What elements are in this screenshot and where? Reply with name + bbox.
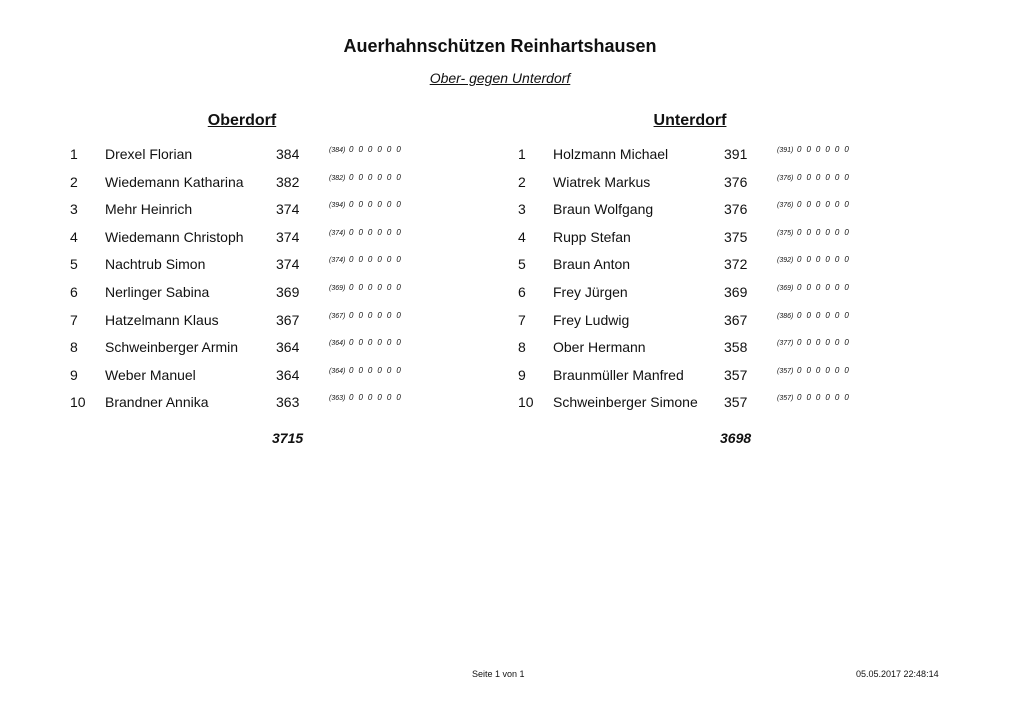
detail-zeros: 0 0 0 0 0 0	[796, 310, 851, 320]
table-row	[510, 308, 950, 336]
table-row	[510, 363, 950, 391]
detail-paren: (357)	[777, 395, 794, 403]
rank: 8	[518, 339, 526, 356]
detail-paren: (364)	[329, 340, 346, 348]
rank: 10	[70, 394, 86, 411]
detail-zeros: 0 0 0 0 0 0	[348, 200, 403, 210]
score: 357	[724, 394, 748, 411]
shooter-name: Ober Hermann	[553, 339, 646, 356]
rank: 3	[518, 201, 526, 218]
detail-zeros: 0 0 0 0 0 0	[796, 338, 851, 348]
score-detail	[329, 311, 402, 320]
rank: 2	[70, 173, 78, 190]
score-detail	[777, 173, 850, 182]
score-detail	[777, 145, 850, 154]
detail-zeros: 0 0 0 0 0 0	[796, 145, 851, 154]
rank: 9	[518, 366, 526, 383]
score: 384	[276, 146, 300, 162]
score: 374	[276, 256, 300, 273]
score: 375	[724, 228, 748, 245]
score-detail	[329, 255, 402, 264]
score-detail	[777, 228, 850, 237]
rank: 5	[70, 256, 78, 273]
table-row	[62, 363, 502, 391]
shooter-name: Drexel Florian	[105, 146, 193, 162]
score-detail	[329, 200, 402, 209]
table-row	[62, 142, 502, 170]
detail-zeros: 0 0 0 0 0 0	[796, 200, 851, 210]
shooter-name: Wiatrek Markus	[553, 173, 651, 190]
score: 376	[724, 201, 748, 218]
table-row	[62, 308, 502, 336]
team-name: Oberdorf	[207, 112, 277, 129]
shooter-name: Wiedemann Katharina	[105, 173, 244, 190]
score: 374	[276, 228, 300, 245]
rank: 7	[518, 311, 526, 328]
shooter-name: Nerlinger Sabina	[105, 283, 210, 300]
score-detail	[329, 173, 402, 182]
shooter-name: Brandner Annika	[105, 394, 209, 411]
table-row	[510, 170, 950, 198]
shooter-name: Braun Wolfgang	[553, 201, 654, 218]
score: 376	[724, 173, 748, 190]
rank: 5	[518, 256, 526, 273]
detail-paren: (391)	[777, 147, 794, 154]
detail-paren: (357)	[777, 367, 794, 375]
page-title: Auerhahnschützen Reinhartshausen	[343, 36, 657, 56]
detail-paren: (376)	[777, 202, 794, 210]
detail-zeros: 0 0 0 0 0 0	[348, 282, 403, 292]
detail-zeros: 0 0 0 0 0 0	[796, 255, 851, 265]
score: 372	[724, 256, 748, 273]
shooter-name: Rupp Stefan	[553, 228, 631, 245]
detail-paren: (369)	[777, 284, 794, 292]
score: 369	[276, 283, 300, 300]
shooter-name: Schweinberger Simone	[553, 394, 698, 411]
shooter-name: Nachtrub Simon	[105, 256, 206, 273]
detail-zeros: 0 0 0 0 0 0	[348, 227, 403, 237]
team-rows	[62, 142, 502, 418]
table-row	[510, 252, 950, 280]
table-row	[62, 225, 502, 253]
score: 364	[276, 339, 300, 356]
score-detail	[777, 255, 850, 264]
detail-zeros: 0 0 0 0 0 0	[348, 145, 403, 154]
rank: 4	[518, 228, 526, 245]
score: 374	[276, 201, 300, 218]
rank: 8	[70, 339, 78, 356]
shooter-name: Frey Jürgen	[553, 283, 628, 300]
table-row	[62, 280, 502, 308]
detail-zeros: 0 0 0 0 0 0	[348, 365, 403, 375]
detail-zeros: 0 0 0 0 0 0	[348, 393, 403, 403]
score: 357	[724, 366, 748, 383]
detail-paren: (376)	[777, 174, 794, 182]
score: 367	[724, 311, 748, 328]
table-row	[62, 335, 502, 363]
score: 382	[276, 173, 300, 190]
shooter-name: Mehr Heinrich	[105, 201, 193, 218]
shooter-name: Weber Manuel	[105, 366, 196, 383]
team-rows	[510, 142, 950, 418]
detail-zeros: 0 0 0 0 0 0	[796, 365, 851, 375]
score-detail	[329, 228, 402, 237]
detail-paren: (382)	[329, 174, 346, 182]
table-row	[510, 280, 950, 308]
score: 364	[276, 366, 300, 383]
rank: 2	[518, 173, 526, 190]
score-detail	[777, 338, 850, 347]
score-detail	[329, 283, 402, 292]
detail-zeros: 0 0 0 0 0 0	[796, 282, 851, 292]
detail-zeros: 0 0 0 0 0 0	[348, 172, 403, 182]
score-detail	[777, 200, 850, 209]
table-row	[510, 390, 950, 418]
score: 367	[276, 311, 300, 328]
score-detail	[777, 393, 850, 402]
team-total: 3698	[720, 430, 752, 446]
detail-paren: (364)	[329, 367, 346, 375]
detail-paren: (375)	[777, 229, 794, 237]
rank: 3	[70, 201, 78, 218]
table-row	[510, 335, 950, 363]
team-name: Unterdorf	[653, 112, 727, 129]
rank: 6	[518, 283, 526, 300]
team-total: 3715	[272, 430, 304, 446]
rank: 1	[70, 146, 78, 162]
score: 391	[724, 146, 748, 162]
shooter-name: Hatzelmann Klaus	[105, 311, 219, 328]
table-row	[62, 197, 502, 225]
page-subtitle: Ober- gegen Unterdorf	[429, 70, 571, 86]
table-row	[62, 390, 502, 418]
table-row	[510, 197, 950, 225]
detail-paren: (363)	[329, 395, 346, 403]
detail-paren: (377)	[777, 340, 794, 348]
score-detail	[777, 366, 850, 375]
shooter-name: Schweinberger Armin	[105, 339, 239, 356]
score-detail	[777, 311, 850, 320]
detail-paren: (374)	[329, 257, 346, 265]
score: 363	[276, 394, 300, 411]
table-row	[510, 142, 950, 170]
rank: 4	[70, 228, 78, 245]
detail-paren: (384)	[329, 147, 346, 154]
detail-zeros: 0 0 0 0 0 0	[796, 393, 851, 403]
table-row	[62, 170, 502, 198]
table-row	[62, 252, 502, 280]
shooter-name: Holzmann Michael	[553, 146, 669, 162]
detail-zeros: 0 0 0 0 0 0	[348, 255, 403, 265]
detail-paren: (394)	[329, 202, 346, 210]
detail-zeros: 0 0 0 0 0 0	[348, 310, 403, 320]
score-detail	[777, 283, 850, 292]
score: 358	[724, 339, 748, 356]
score-detail	[329, 338, 402, 347]
shooter-name: Frey Ludwig	[553, 311, 630, 328]
score: 369	[724, 283, 748, 300]
detail-zeros: 0 0 0 0 0 0	[796, 172, 851, 182]
rank: 6	[70, 283, 78, 300]
rank: 7	[70, 311, 78, 328]
page-number: Seite 1 von 1	[472, 669, 525, 679]
shooter-name: Wiedemann Christoph	[105, 228, 244, 245]
rank: 10	[518, 394, 534, 411]
rank: 1	[518, 146, 526, 162]
detail-paren: (374)	[329, 229, 346, 237]
shooter-name: Braunmüller Manfred	[553, 366, 684, 383]
detail-paren: (392)	[777, 257, 794, 265]
shooter-name: Braun Anton	[553, 256, 631, 273]
score-detail	[329, 393, 402, 402]
score-detail	[329, 145, 402, 154]
detail-paren: (386)	[777, 312, 794, 320]
detail-zeros: 0 0 0 0 0 0	[796, 227, 851, 237]
detail-paren: (367)	[329, 312, 346, 320]
rank: 9	[70, 366, 78, 383]
print-timestamp: 05.05.2017 22:48:14	[856, 669, 939, 679]
score-detail	[329, 366, 402, 375]
table-row	[510, 225, 950, 253]
detail-zeros: 0 0 0 0 0 0	[348, 338, 403, 348]
detail-paren: (369)	[329, 284, 346, 292]
